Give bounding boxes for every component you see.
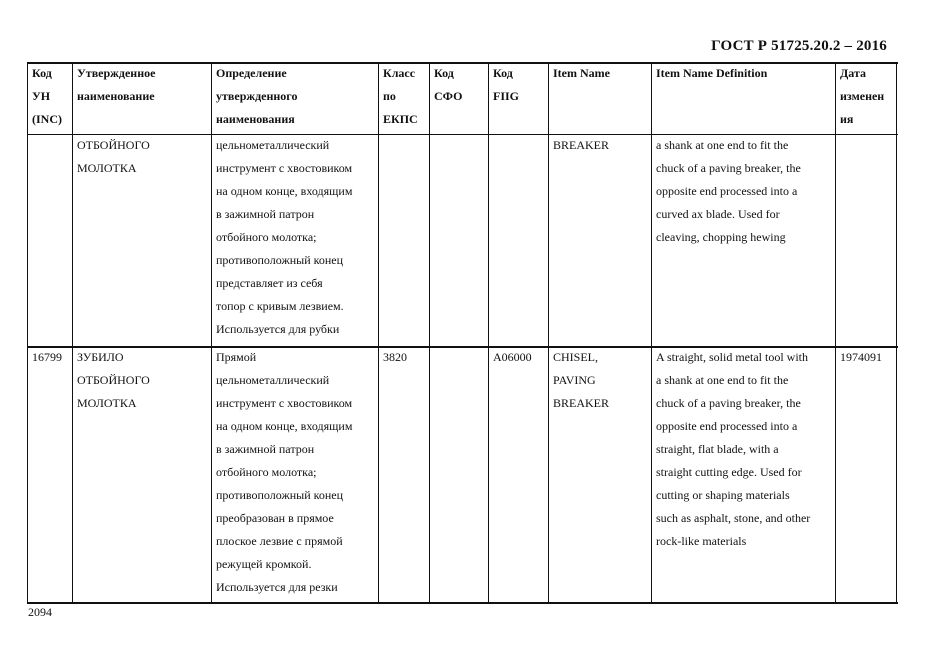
column-divider — [548, 62, 549, 604]
page-number: 2094 — [28, 605, 52, 619]
column-divider — [429, 62, 430, 604]
column-divider — [835, 62, 836, 604]
column-divider — [378, 62, 379, 604]
column-header-inc: Код УН (INC) — [32, 66, 62, 126]
column-header-item-name-definition: Item Name Definition — [656, 66, 768, 80]
column-divider — [72, 62, 73, 604]
cell-item-name-definition: a shank at one end to fit the chuck of a paving breaker, the opposite end processed into a curved ax blade. Used for cleaving, chopping hewing — [656, 138, 801, 244]
column-header-ekps-class: Класс по ЕКПС — [383, 66, 418, 126]
column-header-fiig-code: Код FIIG — [493, 66, 520, 103]
column-header-definition: Определение утвержденного наименования — [216, 66, 298, 126]
column-header-change-date: Дата изменен ия — [840, 66, 885, 126]
column-divider — [488, 62, 489, 604]
cell-definition: Прямой цельнометаллический инструмент с хвостовиком на одном конце, входящим в зажимной патрон отбойного молотка; противоположный конец преобразован в прямое плоское лезвие с прямой режущей кромкой. Используется для резки — [216, 350, 353, 594]
column-header-approved-name: Утвержденное наименование — [77, 66, 156, 103]
column-divider — [211, 62, 212, 604]
cell-item-name: CHISEL, PAVING BREAKER — [553, 350, 610, 410]
cell-change-date: 1974091 — [840, 350, 882, 364]
cell-approved-name: ОТБОЙНОГО МОЛОТКА — [77, 138, 150, 175]
cell-ekps-class: 3820 — [383, 350, 407, 364]
column-header-item-name: Item Name — [553, 66, 610, 80]
cell-item-name-definition: A straight, solid metal tool with a shank at one end to fit the chuck of a paving breaker, the opposite end processed into a straight, flat blade, with a straight cutting edge. Used for cutting or shaping materials such as asphalt, stone, and other rock-like materials — [656, 350, 811, 548]
column-divider — [896, 62, 897, 604]
cell-item-name: BREAKER — [553, 138, 610, 152]
cell-definition: цельнометаллический инструмент с хвостовиком на одном конце, входящим в зажимной патрон отбойного молотка; противоположный конец представляет из себя топор с кривым лезвием. Используется для рубки — [216, 138, 353, 336]
column-header-sfo-code: Код СФО — [434, 66, 463, 103]
column-divider — [27, 62, 28, 604]
cell-approved-name: ЗУБИЛО ОТБОЙНОГО МОЛОТКА — [77, 350, 150, 410]
column-divider — [651, 62, 652, 604]
cell-inc: 16799 — [32, 350, 62, 364]
cell-fiig-code: A06000 — [493, 350, 532, 364]
document-header: ГОСТ Р 51725.20.2 – 2016 — [711, 38, 887, 54]
